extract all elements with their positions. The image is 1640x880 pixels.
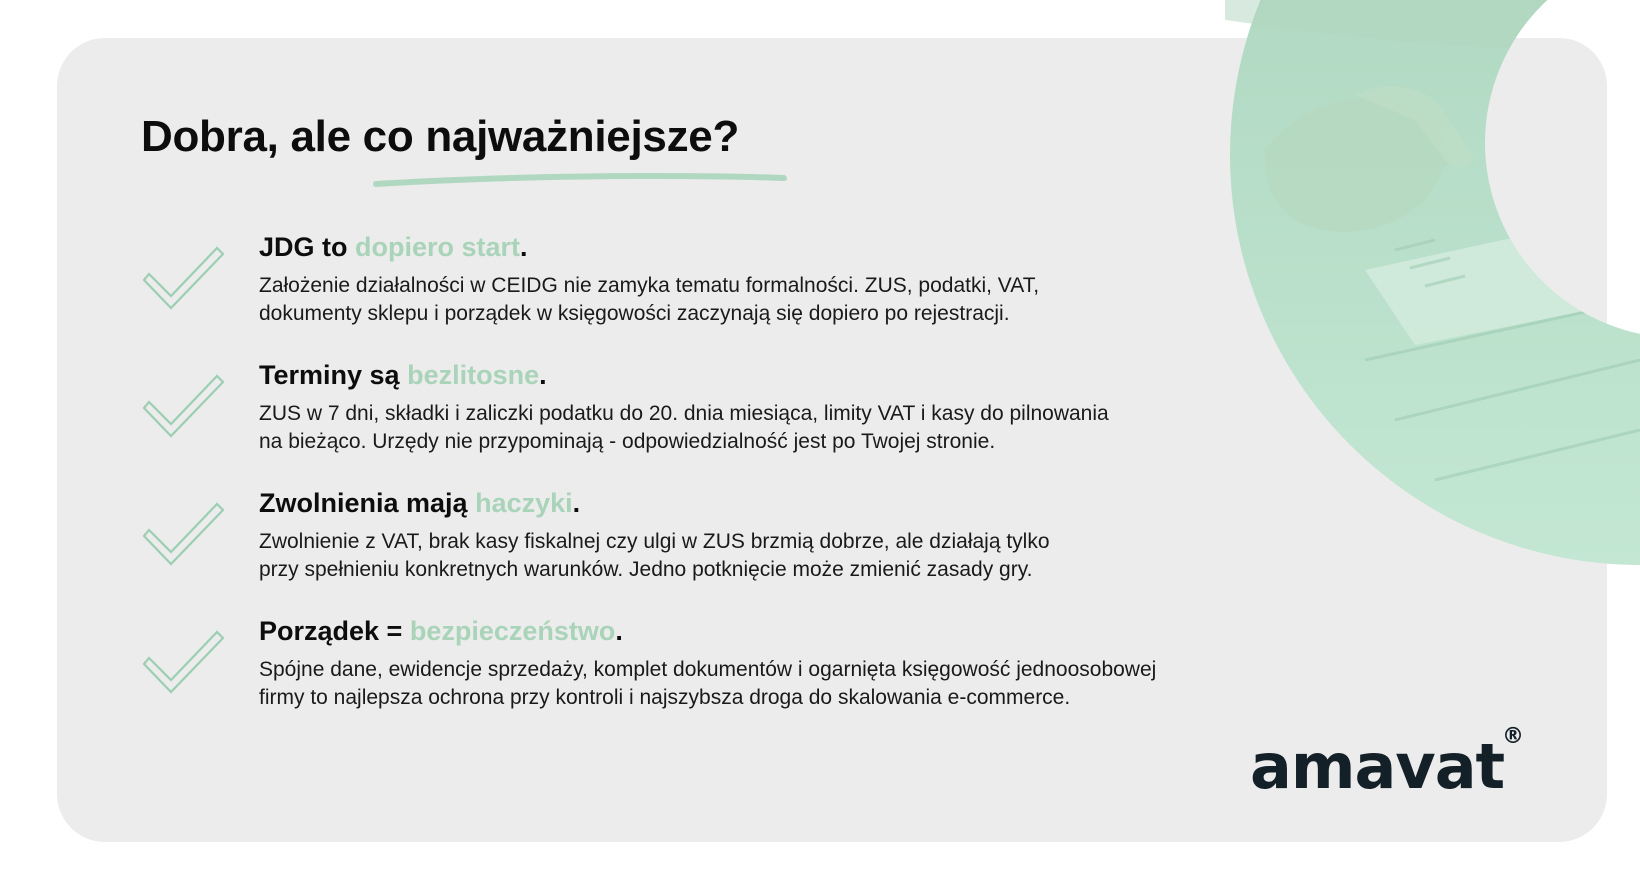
item-description: Spójne dane, ewidencje sprzedaży, komplet dokumentów i ogarnięta księgowość jednoosobowej firmy to najlepsza ochrona przy kontroli i najszybsza droga do skalowania e-commerce. (259, 658, 1157, 709)
item-title-accent: dopiero start (355, 232, 521, 262)
item-description: Założenie działalności w CEIDG nie zamyka tematu formalności. ZUS, podatki, VAT, dokumenty sklepu i porządek w księgowości zaczynają się dopiero po rejestracji. (259, 274, 1040, 325)
item-description: Zwolnienie z VAT, brak kasy fiskalnej czy ulgi w ZUS brzmią dobrze, ale działają tylko przy spełnieniu konkretnych warunków. Jedno potknięcie może zmienić zasady gry. (259, 530, 1050, 581)
title-underline-decoration (372, 172, 792, 188)
item-title: Terminy są bezlitosne. (259, 360, 547, 390)
item-title-accent: haczyki (475, 488, 573, 518)
registered-mark: ® (1502, 724, 1524, 749)
page-title: Dobra, ale co najważniejsze? (141, 112, 740, 161)
checkmark-icon (141, 244, 227, 312)
logo-wordmark: amavat (1250, 730, 1505, 803)
item-title: Zwolnienia mają haczyki. (259, 488, 581, 518)
checkmark-icon (141, 372, 227, 440)
item-title: JDG to dopiero start. (259, 232, 528, 262)
item-title-accent: bezlitosne (407, 360, 540, 390)
item-title: Porządek = bezpieczeństwo. (259, 616, 623, 646)
amavat-logo (1250, 724, 1524, 803)
checkmark-icon (141, 500, 227, 568)
item-description: ZUS w 7 dni, składki i zaliczki podatku do 20. dnia miesiąca, limity VAT i kasy do pilnowania na bieżąco. Urzędy nie przypominają - odpowiedzialność jest po Twojej stronie. (259, 402, 1109, 453)
item-title-accent: bezpieczeństwo (409, 616, 616, 646)
checkmark-icon (141, 628, 227, 696)
